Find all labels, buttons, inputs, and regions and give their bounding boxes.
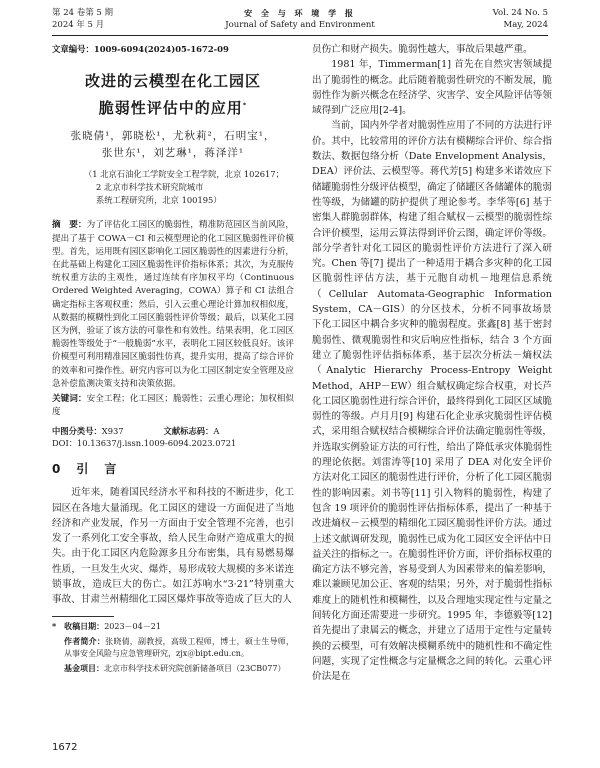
- classification-row: [52, 425, 294, 438]
- abstract: [52, 219, 294, 391]
- right-paragraph-0: 员伤亡和财产损失。脆弱性越大，事故后果越严重。: [312, 44, 533, 55]
- footnote-received-value: 2023－04－21: [104, 621, 161, 631]
- journal-name-en: Journal of Safety and Environment: [225, 20, 375, 30]
- doc-code-value: A: [213, 425, 220, 436]
- authors-line-1: 张晓倩¹，郭晓松¹，尤秋莉²，石明宝¹，: [70, 130, 276, 143]
- footnote-received: [52, 621, 294, 633]
- title-line-2-text: 脆弱性评估中的应用: [98, 99, 243, 118]
- affil-line-2: 2 北京市科学技术研究院城市: [96, 182, 204, 193]
- keywords-label: 关键词：: [52, 393, 87, 404]
- doi: DOI：10.13637/j.issn.1009-6094.2023.0721: [52, 438, 237, 449]
- title-footnote-mark: *: [242, 101, 248, 110]
- footnote-fund-label: 基金项目：: [64, 663, 104, 674]
- footnote-author-value: 张晓倩，副教授，高级工程师，博士，硕士生导师，从事安全风险与应急管理研究，zjx＠bipt.edu.cn。: [64, 637, 295, 658]
- header-volume-en: Vol. 24 No. 5: [492, 8, 548, 18]
- footnote-fund-value: 北京市科学技术研究院创新储备项目（23CB077）: [104, 664, 286, 674]
- header-center: [52, 7, 548, 31]
- header-date-en: May, 2024: [503, 20, 548, 30]
- affil-line-3: 系统工程研究所，北京 100195）: [96, 195, 222, 206]
- header-right: [493, 7, 548, 31]
- title-line-1: 改进的云模型在化工园区: [84, 72, 261, 91]
- left-column: [52, 42, 294, 675]
- title-line-2: [52, 93, 294, 120]
- right-column: [312, 42, 552, 684]
- affil-line-1: （1 北京石油化工学院安全工程学院，北京 102617；: [84, 169, 284, 180]
- header-date: 2024 年 5 月: [52, 20, 105, 30]
- abstract-label: 摘 要：: [52, 220, 87, 231]
- abstract-text: 为了评估化工园区的脆弱性，精准防范园区当前风险，提出了基于 COWA－CI 和云模型理论的化工园区脆弱性评价模型。首先，运用既有园区影响化工园区脆弱性的因素进行分析，在此基础上构建化工园区脆弱性评价指标体系；其次，为克服传统权重方法的主观性，通过连续有序加权平均（Continuous Ordered Weighted Averaging，COWA）算子和 CI 法组合确定指标主客观权重；然后，引入云重心理论计算加权相似度，从数据的模糊性到化工园区脆弱性评价等级；最后，以某化工园区为例，验证了该方法的可靠性和有效性。结果表明，化工园区脆弱性等级处于“一般脆弱”水平，表明化工园区较低良好。该评价模型可利用精准园区脆弱性仿真，提升实用，提高了综合评价的效率和可操作性。研究内容可以为化工园区制定安全管理及应急补偿监测决策支持和决策依据。: [52, 220, 294, 389]
- paper-title: [52, 69, 294, 120]
- journal-name-cn: 安 全 与 环 境 学 报: [244, 8, 356, 18]
- right-paragraph-1: 1981 年，Timmerman[1] 首先在自然灾害领域提出了脆弱性的概念。此后随着脆弱性研究的不断发展，脆弱性作为新兴概念在经济学、灾害学、安全风险评估等领域得到广泛应用[2-4]。: [312, 59, 552, 117]
- keywords: [52, 393, 294, 419]
- running-header: [52, 7, 548, 33]
- header-volume: 第 24 卷第 5 期: [52, 8, 114, 18]
- clc-label: 中图分类号：: [52, 425, 102, 436]
- doc-code-label: 文献标志码：: [163, 425, 214, 436]
- right-paragraph-2: 当前，国内外学者对脆弱性应用了不同的方法进行评价。其中，比较常用的评价方法有模糊综合评价、综合指数法、数据包络分析（Date Envelopment Analysis，DEA）评价法、云模型等。蒋代芳[5] 构建多米诺效应下储罐脆弱性分级评估模型，确定了储罐区各储罐体的脆弱性等级，为储罐的防护提供了理论参考。李华等[6] 基于密集人群脆弱群体，构建了组合赋权－云模型的脆弱性综合评价模型，运用云算法得到评价云图，确定评价等级。部分学者针对化工园区的脆弱性评价方法进行了深入研究。Chen 等[7] 提出了一种适用于耦合多灾种的化工园区脆弱性评估方法，基于元胞自动机－地理信息系统（Cellular Automata-Geographic Information System，CA－GIS）的分区技术，分析不同事故场景下化工园区中耦合多灾种的脆弱程度。张鑫[8] 基于密封脆弱性、微观脆弱性和灾后响应性指标，结合 3 个方面建立了脆弱性评估指标体系，基于层次分析法－熵权法（Analytic Hierarchy Process-Entropy Weight Method，AHP－EW）组合赋权确定综合权重，对长芦化工园区脆弱性进行综合评价，最终得到化工园区区域脆弱性的等级。卢月月[9] 构建石化企业承灾脆弱性评估模式，采用组合赋权结合模糊综合评价法确定脆弱性等级，并选取实例验证方法的可行性，给出了降低承灾体脆弱性的理论依据。刘雷涛等[10] 采用了 DEA 对化安全评价方法对化工园区的脆弱性进行评价，分析了化工园区脆弱性的影响因素。刘书等[11] 引入物料的脆弱性，构建了包含 19 项评价的脆弱性评估指标体系，提出了一种基于改进熵权－云模型的精细化工园区脆弱性评价方法。通过上述文献调研发现，脆弱性已成为化工园区安全评估中日益关注的指标之一。在脆弱性评价方面，评价指标权重的确定方法不够完善，容易受到人为因素带来的偏差影响，难以兼顾见加公正、客观的结果；另外，对于脆弱性指标难度上的随机性和模糊性，以及合理地实现定性与定量之间转化方面还需要进一步研究。1995 年，李德毅等[12] 首先提出了隶属云的概念，并建立了适用于定性与定量转换的云模型，可有效解决模糊系统中的随机性和不确定性问题，实现了定性概念与定量概念之间的转化。云重心评价法是在: [312, 120, 552, 683]
- footnote-author-label: 作者简介：: [64, 636, 106, 647]
- article-number: 文章编号：1009-6094(2024)05-1672-09: [52, 44, 229, 54]
- keywords-text: 安全工程；化工园区；脆弱性；云重心理论；加权相似度: [52, 393, 294, 417]
- section-heading-intro: 0 引 言: [52, 461, 119, 476]
- footnote-fund: [52, 663, 294, 675]
- author-list: [52, 128, 294, 162]
- page-number: 1672: [52, 742, 78, 753]
- intro-paragraph-1: 近年来，随着国民经济水平和科技的不断进步，化工园区在各地大量涌现。化工园区的建设一方面促进了当地经济和产业发展，作另一方面由于安全管理不完善，也引发了一系列化工安全事故，给人民生命财产造成重大的损失。由于化工园区内危险源多且分布密集，具有易燃易爆性质，一旦发生火灾、爆炸，易形成较大规模的多米诺连锁事故，造成巨大的伤亡。如江苏响水“3·21”特别重大事故、甘肃兰州精细化工园区爆炸事故等造成了巨大的人: [52, 487, 294, 606]
- footnote-author: [52, 636, 294, 659]
- authors-line-2: 张世东¹，刘艺琳¹，蒋泽洋¹: [101, 147, 245, 160]
- header-rule: [52, 35, 548, 36]
- footnote-rule: [52, 616, 114, 617]
- footnote-received-label: * 收稿日期：: [52, 620, 105, 631]
- clc-value: X937: [101, 425, 124, 436]
- affiliations: [52, 168, 294, 207]
